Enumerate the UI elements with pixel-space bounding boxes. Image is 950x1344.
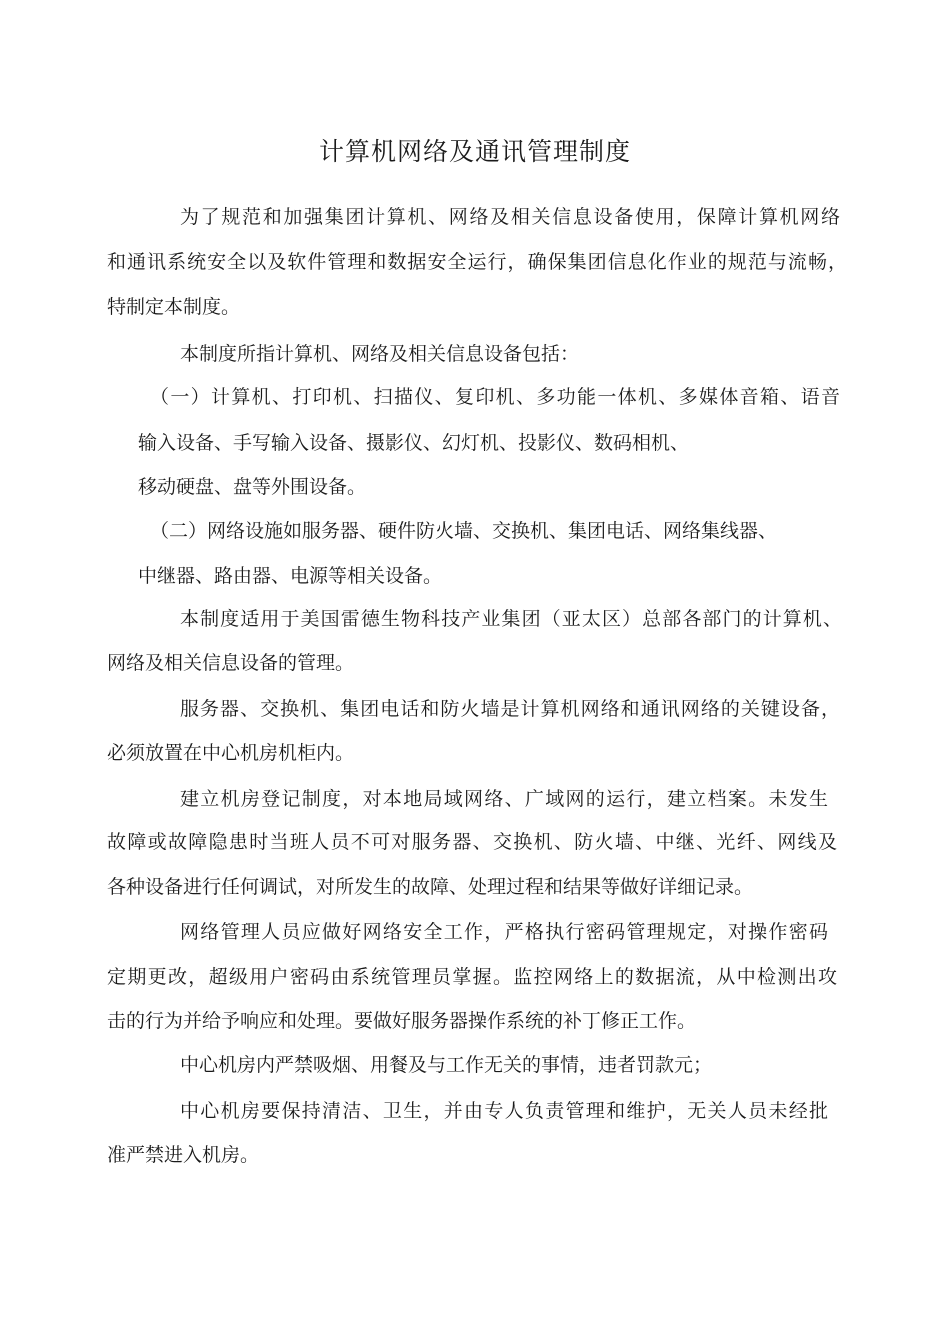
text-line: 网络管理人员应做好网络安全工作，严格执行密码管理规定，对操作密码 (180, 921, 828, 943)
text-line: 移动硬盘、盘等外围设备。 (138, 476, 367, 498)
text-line: 本制度所指计算机、网络及相关信息设备包括： (180, 343, 580, 365)
document-title: 计算机网络及通讯管理制度 (318, 137, 631, 166)
text-line: 中心机房要保持清洁、卫生，并由专人负责管理和维护，无关人员未经批 (180, 1100, 828, 1122)
text-line: （一）计算机、打印机、扫描仪、复印机、多功能一体机、多媒体音箱、语音 (150, 386, 840, 408)
text-line: 建立机房登记制度，对本地局域网络、广域网的运行，建立档案。未发生 (180, 788, 828, 810)
text-line: 中继器、路由器、电源等相关设备。 (138, 565, 443, 587)
text-line: 服务器、交换机、集团电话和防火墙是计算机网络和通讯网络的关键设备， (180, 698, 840, 720)
text-line: 故障或故障隐患时当班人员不可对服务器、交换机、防火墙、中继、光纤、网线及 (107, 831, 837, 853)
text-line: （二）网络设施如服务器、硬件防火墙、交换机、集团电话、网络集线器、 (150, 520, 778, 542)
text-line: 输入设备、手写输入设备、摄影仪、幻灯机、投影仪、数码相机、 (138, 432, 690, 454)
text-line: 网络及相关信息设备的管理。 (107, 652, 355, 674)
text-line: 特制定本制度。 (107, 296, 241, 318)
text-line: 击的行为并给予响应和处理。要做好服务器操作系统的补丁修正工作。 (107, 1010, 697, 1032)
text-line: 本制度适用于美国雷德生物科技产业集团（亚太区）总部各部门的计算机、 (180, 608, 842, 630)
text-line: 准严禁进入机房。 (107, 1144, 260, 1166)
text-line: 中心机房内严禁吸烟、用餐及与工作无关的事情，违者罚款元； (180, 1054, 713, 1076)
text-line: 定期更改，超级用户密码由系统管理员掌握。监控网络上的数据流，从中检测出攻 (107, 966, 837, 988)
text-line: 必须放置在中心机房机柜内。 (107, 742, 355, 764)
text-line: 各种设备进行任何调试，对所发生的故障、处理过程和结果等做好详细记录。 (107, 876, 754, 898)
text-line: 和通讯系统安全以及软件管理和数据安全运行，确保集团信息化作业的规范与流畅， (107, 251, 847, 273)
text-line: 为了规范和加强集团计算机、网络及相关信息设备使用，保障计算机网络 (180, 206, 840, 228)
